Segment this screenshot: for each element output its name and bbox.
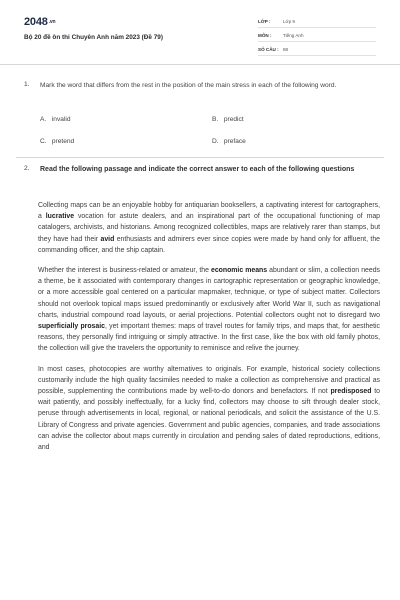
site-logo[interactable] bbox=[24, 16, 55, 28]
meta-key: LỚP : bbox=[258, 18, 271, 24]
option-a[interactable] bbox=[40, 116, 71, 123]
passage-text: vocation for astute dealers, and an inspirational part of the occupational functioning of map catalogers, archivists, and historians. Among recognized collectibles, maps are relatively rarer than stamps, but they have had their bbox=[38, 213, 380, 243]
page-header bbox=[0, 0, 400, 65]
highlighted-word: economic means bbox=[211, 267, 268, 275]
passage-text: Whether the interest is business-related or amateur, the bbox=[38, 267, 211, 275]
logo-main-text: 2048 bbox=[24, 16, 48, 28]
question-number: 2. bbox=[24, 165, 30, 172]
reading-passage bbox=[38, 200, 380, 462]
highlighted-word: lucrative bbox=[45, 213, 75, 221]
option-letter: B. bbox=[212, 116, 219, 123]
passage-text: abundant or slim, a collection needs a theme, be it associated with contemporary changes in cartographic representation or geographic knowledge, or a more accessible goal centered on a particular mapmaker, technique, or type of subject matter. Collectors should not overlook topical maps issued predominantly or exclusively after World War II, such as navigational charts, industrial compound road layouts, or aerial projections. Potential collectors ought not to disregard two bbox=[38, 267, 380, 319]
option-c[interactable] bbox=[40, 138, 74, 145]
passage-paragraph-3 bbox=[38, 364, 380, 454]
option-b[interactable] bbox=[212, 116, 244, 123]
question-text: Mark the word that differs from the rest in the position of the main stress in each of the following word. bbox=[40, 82, 337, 89]
passage-text: In most cases, photocopies are worthy alternatives to originals. For example, historical society collections customarily include the high quality facsimiles needed to make a collection as comprehensive and practical as possible, supplementing the contributions made by well-to-do donors and benefactors. If not bbox=[38, 365, 380, 396]
document-title: Bộ 20 đề ôn thi Chuyên Anh năm 2023 (Đề 79) bbox=[24, 34, 163, 41]
document-meta bbox=[258, 15, 376, 57]
passage-text: to wait patiently, and possibly ineffectually, for a lucky find, collectors may choose to sift through dealer stock, peruse through advertisements in local, regional, or national periodicals, and solicit the assistance of the U.S. Library of Congress and private agencies. Government and public agencies, companies, and trade associations can advise the collector about maps currently in circulation and pending sales of dated reproductions, editions, and bbox=[38, 388, 380, 452]
question-instruction: Read the following passage and indicate the correct answer to each of the following questions bbox=[40, 166, 355, 173]
highlighted-word: avid bbox=[100, 235, 115, 243]
passage-text: enthusiasts and admirers ever since copies were made by hand only for affluent, the commanding officer, and the ship captain. bbox=[38, 235, 380, 254]
meta-row-subject bbox=[258, 29, 376, 42]
question-divider bbox=[16, 157, 384, 158]
meta-row-count bbox=[258, 43, 376, 56]
option-letter: D. bbox=[212, 138, 219, 145]
logo-sub-text: .vn bbox=[48, 19, 56, 25]
option-text: pretend bbox=[51, 138, 75, 145]
option-d[interactable] bbox=[212, 138, 246, 145]
passage-text: Collecting maps can be an enjoyable hobby for antiquarian booksellers, a captivating interest for cartographers, a bbox=[38, 202, 380, 221]
option-text: predict bbox=[223, 116, 244, 123]
option-letter: A. bbox=[40, 116, 47, 123]
meta-value: Lớp 9 bbox=[283, 18, 295, 24]
option-text: invalid bbox=[51, 116, 71, 123]
passage-paragraph-1 bbox=[38, 200, 380, 256]
meta-value: 88 bbox=[283, 46, 289, 52]
option-text: preface bbox=[223, 138, 246, 145]
passage-paragraph-2 bbox=[38, 265, 380, 355]
meta-key: SỐ CÂU : bbox=[258, 46, 279, 52]
question-number: 1. bbox=[24, 81, 30, 88]
meta-key: MÔN : bbox=[258, 32, 272, 38]
option-letter: C. bbox=[40, 138, 47, 145]
passage-text: , yet important themes: maps of travel routes for family trips, and maps that, for aesthetic reasons, they personally find intriguing or simply attractive. In the first case, like the box with old family photos, the collection will give the travelers the opportunity to reminisce and relive the journey. bbox=[38, 323, 381, 353]
highlighted-word: predisposed bbox=[330, 388, 372, 396]
highlighted-word: superficially prosaic bbox=[38, 323, 105, 331]
meta-row-class bbox=[258, 15, 376, 28]
meta-value: Tiếng Anh bbox=[283, 32, 304, 38]
